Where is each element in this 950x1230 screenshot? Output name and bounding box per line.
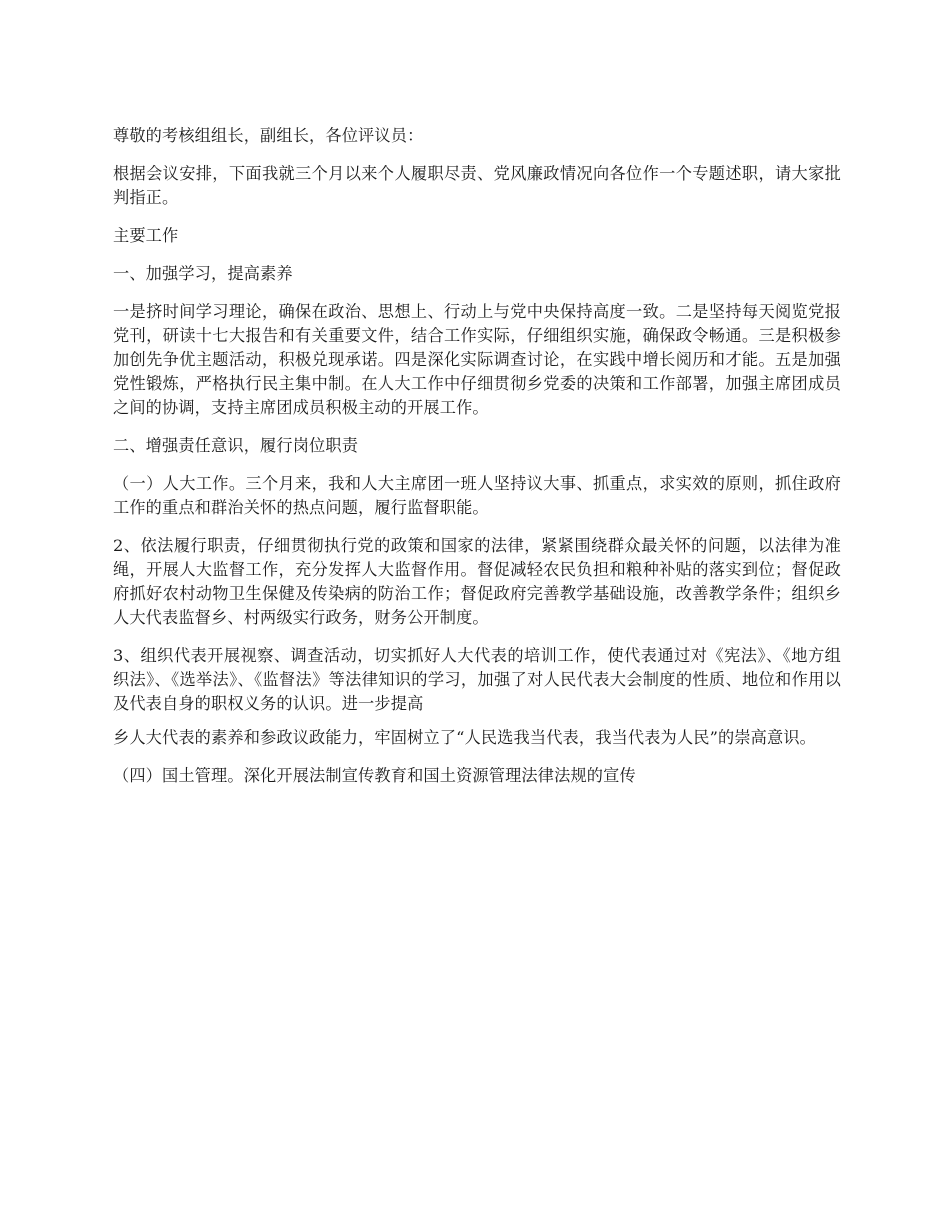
representative-paragraph: 3、组织代表开展视察、调查活动，切实抓好人大代表的培训工作，使代表通过对《宪法》、《地方组织法》、《选举法》、《监督法》等法律知识的学习，加强了对人民代表大会制度的性质、地位和作用以及代表自身的职权义务的认识。进一步提高 [113, 646, 841, 713]
section-heading-responsibility: 二、增强责任意识，履行岗位职责 [113, 436, 359, 455]
npc-work-paragraph: （一）人大工作。三个月来，我和人大主席团一班人坚持议大事、抓重点，求实效的原则，抓住政府工作的重点和群治关怀的热点问题，履行监督职能。 [113, 474, 841, 517]
salutation: 尊敬的考核组组长，副组长，各位评议员： [113, 126, 424, 145]
intro-paragraph: 根据会议安排，下面我就三个月以来个人履职尽责、党风廉政情况向各位作一个专题述职，请大家批判指正。 [113, 164, 841, 207]
duty-paragraph: 2、依法履行职责，仔细贯彻执行党的政策和国家的法律，紧紧围绕群众最关怀的问题，以法律为准绳，开展人大监督工作，充分发挥人大监督作用。督促减轻农民负担和粮种补贴的落实到位；督促政府抓好农村动物卫生保健及传染病的防治工作；督促政府完善教学基础设施，改善教学条件；组织乡人大代表监督乡、村两级实行政务，财务公开制度。 [113, 536, 841, 627]
section-heading-main-work: 主要工作 [113, 226, 179, 245]
section-heading-study: 一、加强学习，提高素养 [113, 264, 293, 283]
document-body [113, 124, 841, 802]
study-paragraph: 一是挤时间学习理论，确保在政治、思想上、行动上与党中央保持高度一致。二是坚持每天阅览党报党刊，研读十七大报告和有关重要文件，结合工作实际，仔细组织实施，确保政令畅通。三是积极参加创先争优主题活动，积极兑现承诺。四是深化实际调查讨论，在实践中增长阅历和才能。五是加强党性锻炼，严格执行民主集中制。在人大工作中仔细贯彻乡党委的决策和工作部署，加强主席团成员之间的协调，支持主席团成员积极主动的开展工作。 [113, 302, 841, 417]
land-management-paragraph: （四）国土管理。深化开展法制宣传教育和国土资源管理法律法规的宣传 [113, 766, 636, 785]
representative-continuation-paragraph: 乡人大代表的素养和参政议政能力，牢固树立了“人民选我当代表，我当代表为人民”的崇高意识。 [113, 728, 817, 747]
